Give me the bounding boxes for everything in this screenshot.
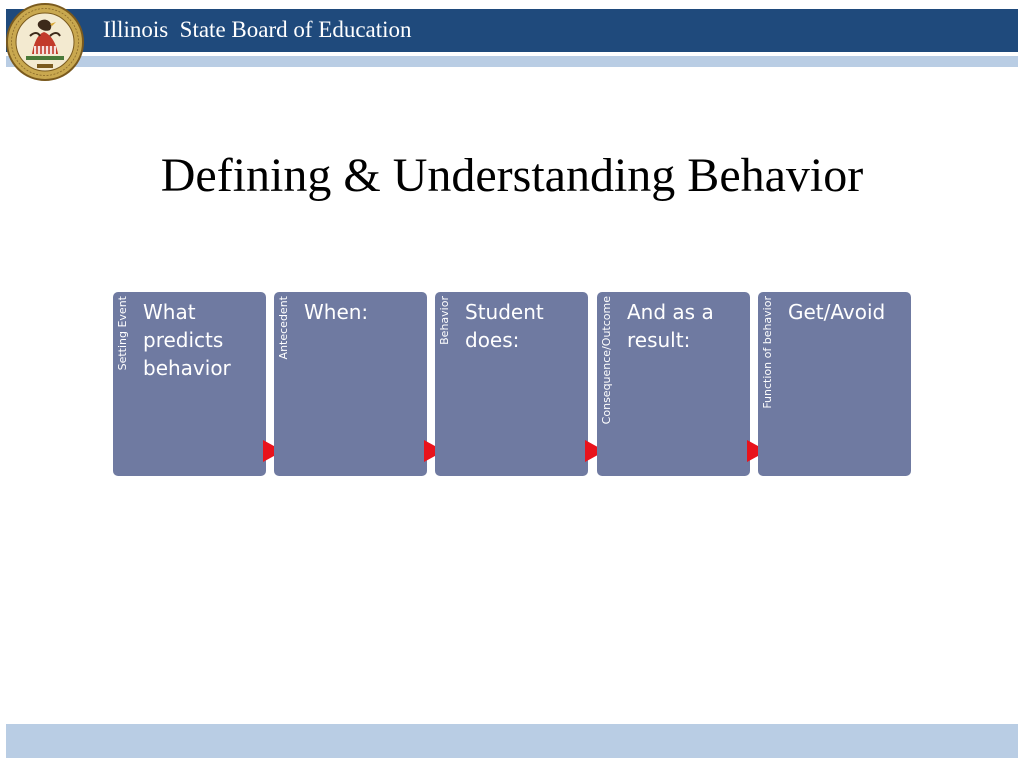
step-text: Student does: bbox=[465, 300, 544, 352]
slide-title: Defining & Understanding Behavior bbox=[160, 149, 864, 202]
footer-bar bbox=[6, 724, 1018, 758]
illinois-seal-logo bbox=[4, 2, 86, 82]
step-side-label: Function of behavior bbox=[761, 296, 774, 409]
step-side-label: Behavior bbox=[438, 296, 451, 345]
organization-name: Illinois State Board of Education bbox=[103, 17, 412, 42]
step-text: And as a result: bbox=[627, 300, 714, 352]
step-box-consequence bbox=[597, 292, 750, 476]
step-box-function bbox=[758, 292, 911, 476]
step-side-label: Consequence/Outcome bbox=[600, 296, 613, 425]
step-text: What predicts behavior bbox=[143, 300, 231, 380]
step-text: When: bbox=[304, 300, 369, 324]
step-box-setting-event bbox=[113, 292, 266, 476]
step-box-antecedent bbox=[274, 292, 427, 476]
step-side-label: Setting Event bbox=[116, 296, 129, 371]
step-text: Get/Avoid bbox=[788, 300, 886, 324]
step-side-label: Antecedent bbox=[277, 296, 290, 360]
header-stripe bbox=[6, 56, 1018, 67]
step-box-behavior bbox=[435, 292, 588, 476]
